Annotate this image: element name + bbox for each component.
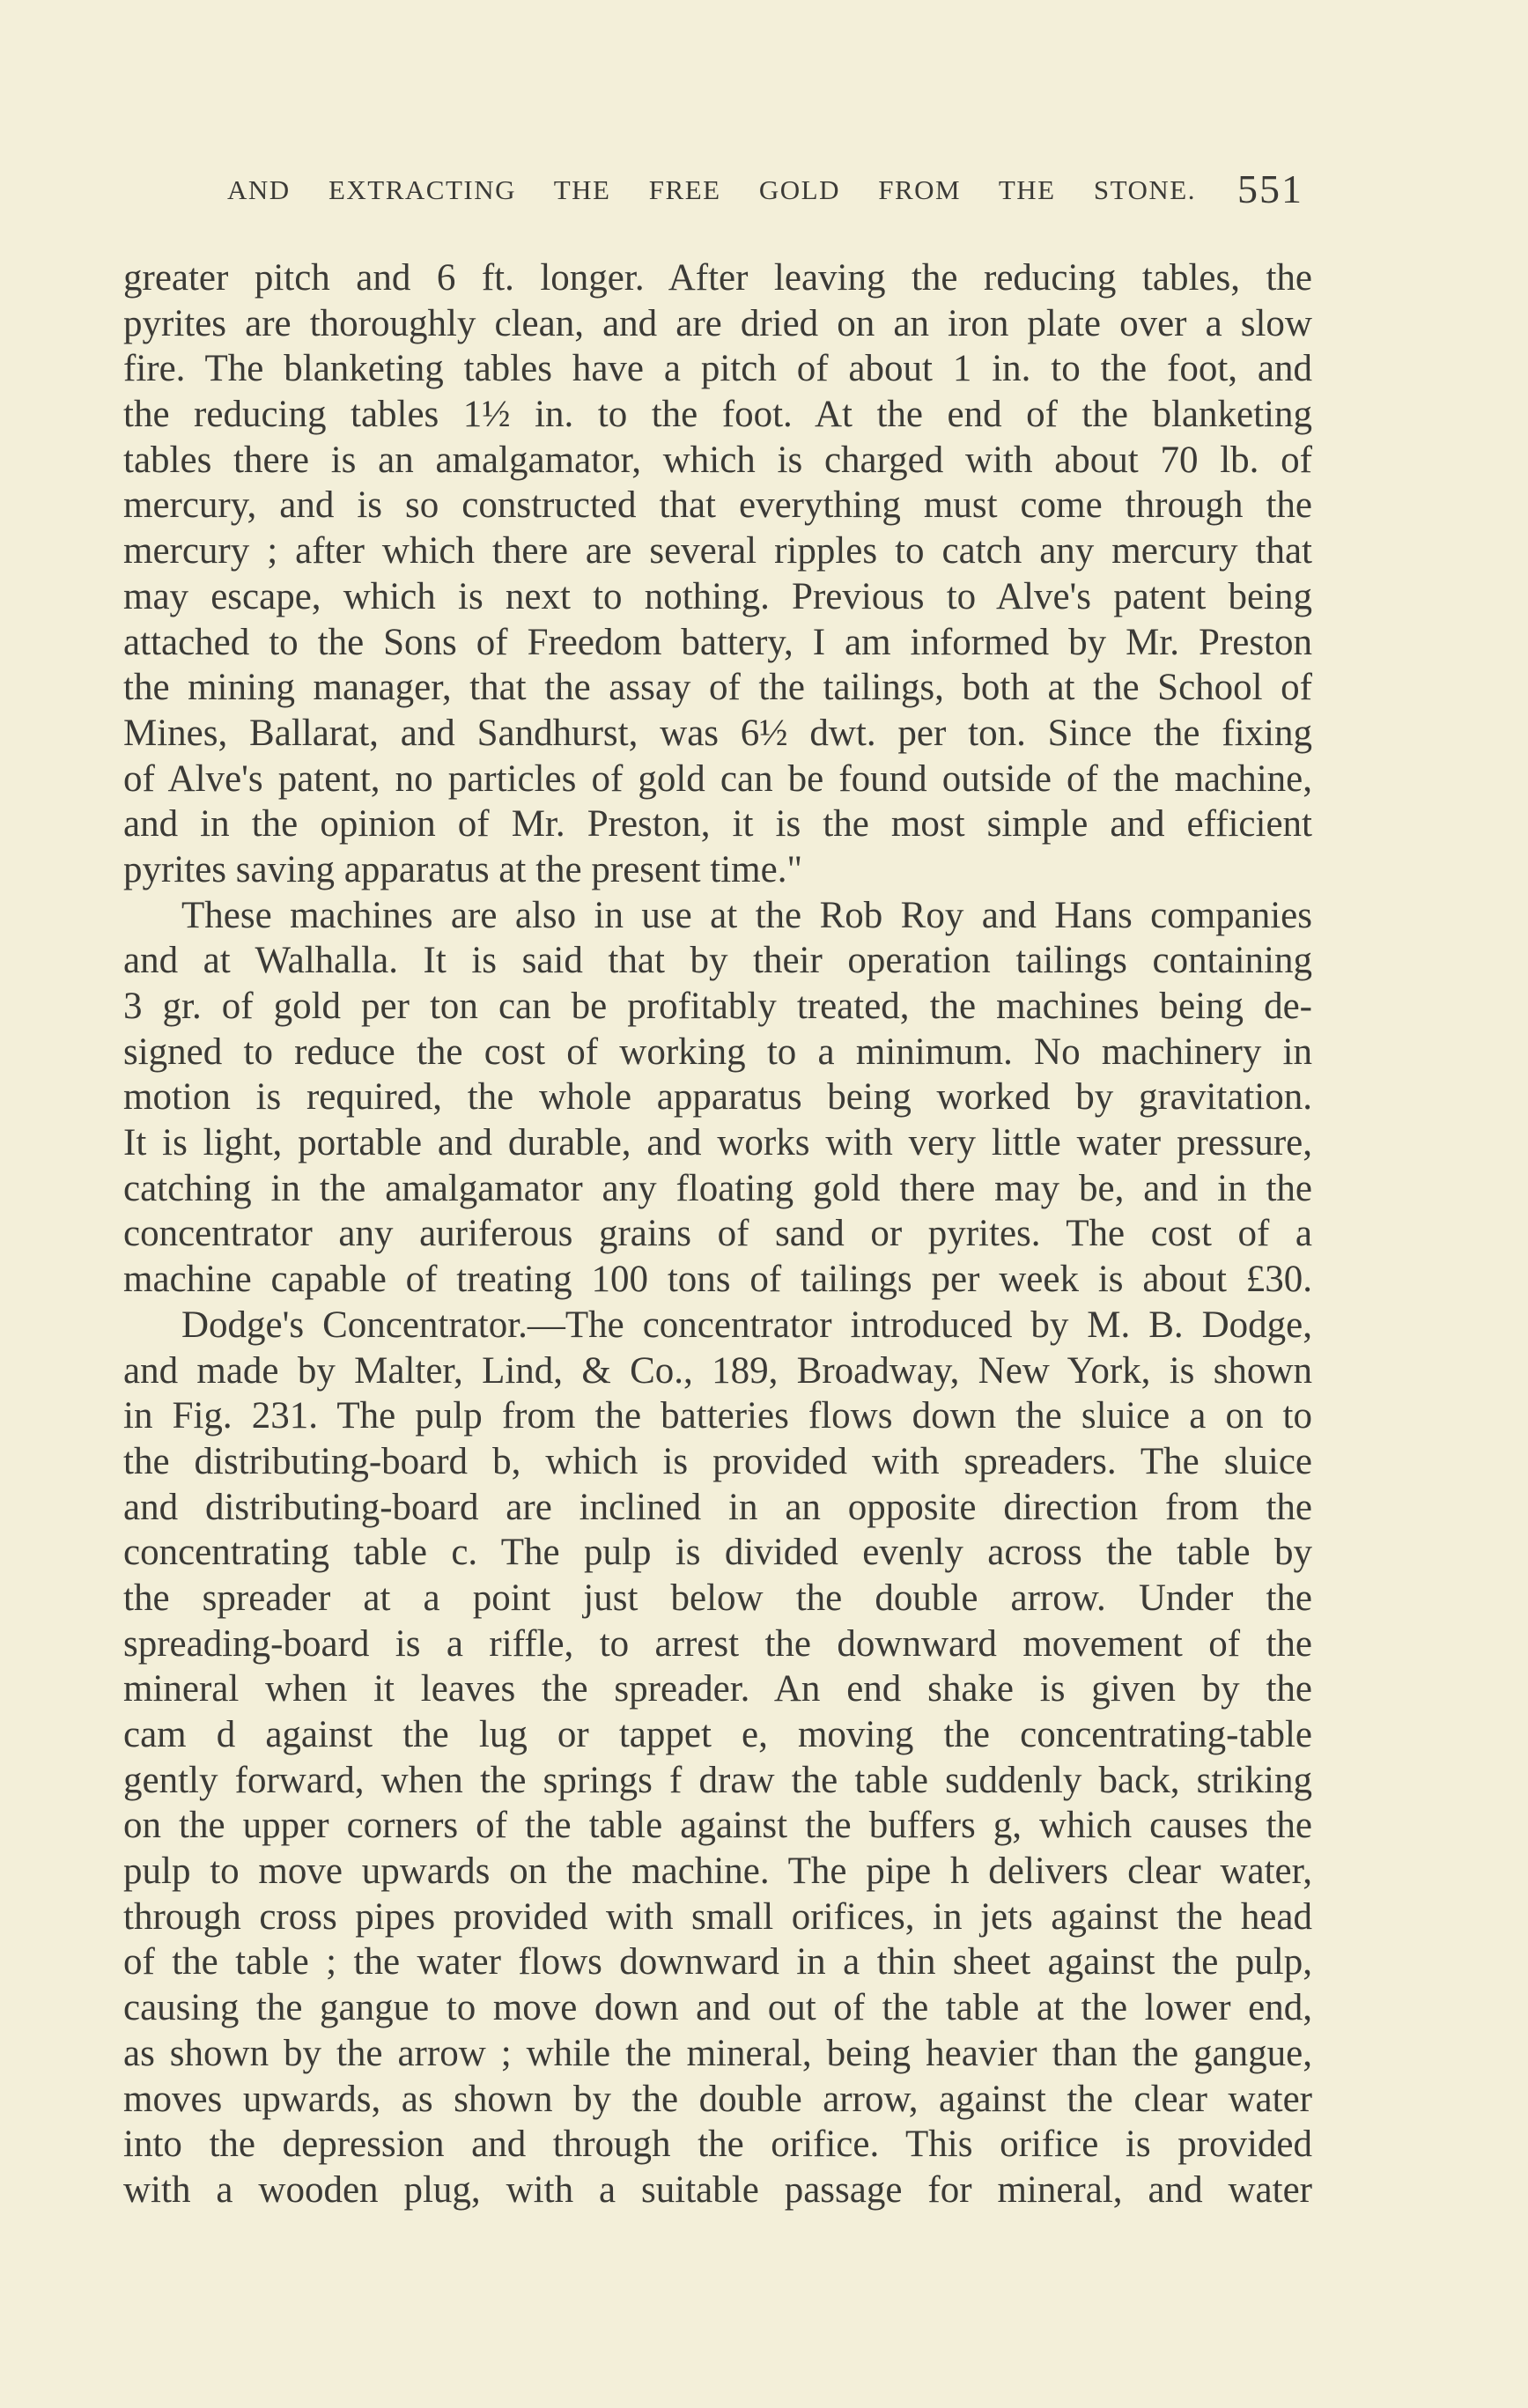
text-line: Dodge's Concentrator.—The concentrator introduced by M. B. Dodge, xyxy=(181,1304,1312,1346)
text-line: and at Walhalla. It is said that by their operation tailings containing xyxy=(123,940,1312,982)
text-line: mercury, and is so constructed that everything must come through the xyxy=(123,484,1312,527)
text-line: and in the opinion of Mr. Preston, it is the most simple and efficient xyxy=(123,803,1312,846)
text-line: 3 gr. of gold per ton can be profitably treated, the machines being de- xyxy=(123,986,1312,1027)
text-line: on the upper corners of the table against the buffers g, which causes the xyxy=(123,1805,1312,1847)
running-header: AND EXTRACTING THE FREE GOLD FROM THE STONE. xyxy=(227,174,1196,205)
text-line: mercury ; after which there are several ripples to catch any mercury that xyxy=(123,530,1312,572)
text-line: Mines, Ballarat, and Sandhurst, was 6½ dwt. per ton. Since the fixing xyxy=(123,712,1312,754)
text-line: the mining manager, that the assay of the tailings, both at the School of xyxy=(123,667,1312,709)
text-line: into the depression and through the orifice. This orifice is provided xyxy=(123,2124,1312,2166)
text-line: pulp to move upwards on the machine. The pipe h delivers clear water, xyxy=(123,1850,1312,1893)
text-line: and made by Malter, Lind, & Co., 189, Broadway, New York, is shown xyxy=(123,1349,1312,1392)
text-line: pyrites are thoroughly clean, and are dried on an iron plate over a slow xyxy=(123,302,1312,344)
text-line: cam d against the lug or tappet e, moving the concentrating-table xyxy=(123,1714,1312,1755)
text-line: greater pitch and 6 ft. longer. After leaving the reducing tables, the xyxy=(123,257,1312,299)
text-line: catching in the amalgamator any floating gold there may be, and in the xyxy=(123,1167,1312,1209)
text-line: may escape, which is next to nothing. Previous to Alve's patent being xyxy=(123,575,1312,617)
text-line: gently forward, when the springs f draw the table suddenly back, striking xyxy=(123,1759,1312,1801)
text-line: as shown by the arrow ; while the mineral, being heavier than the gangue, xyxy=(123,2032,1312,2074)
text-line: fire. The blanketing tables have a pitch of about 1 in. to the foot, and xyxy=(123,348,1312,390)
text-line: and distributing-board are inclined in an opposite direction from the xyxy=(123,1486,1312,1528)
text-line: machine capable of treating 100 tons of tailings per week is about £30. xyxy=(123,1259,1312,1301)
text-line: moves upwards, as shown by the double arrow, against the clear water xyxy=(123,2078,1312,2120)
text-line: signed to reduce the cost of working to a minimum. No machinery in xyxy=(123,1030,1312,1073)
text-line: the distributing-board b, which is provided with spreaders. The sluice xyxy=(123,1440,1312,1482)
text-line: It is light, portable and durable, and works with very little water pressure, xyxy=(123,1122,1312,1164)
text-line: mineral when it leaves the spreader. An end shake is given by the xyxy=(123,1668,1312,1710)
text-line: through cross pipes provided with small orifices, in jets against the head xyxy=(123,1895,1312,1938)
body-text xyxy=(123,255,1312,2213)
page-number: 551 xyxy=(1237,166,1303,211)
text-line: the spreader at a point just below the double arrow. Under the xyxy=(123,1577,1312,1619)
text-line: tables there is an amalgamator, which is charged with about 70 lb. of xyxy=(123,439,1312,481)
text-line: in Fig. 231. The pulp from the batteries flows down the sluice a on to xyxy=(123,1395,1312,1437)
text-line: spreading-board is a riffle, to arrest the downward movement of the xyxy=(123,1622,1312,1665)
text-line: attached to the Sons of Freedom battery, I am informed by Mr. Preston xyxy=(123,621,1312,663)
text-line: of the table ; the water flows downward in a thin sheet against the pulp, xyxy=(123,1941,1312,1983)
text-line: with a wooden plug, with a suitable passage for mineral, and water xyxy=(123,2168,1312,2211)
text-line: pyrites saving apparatus at the present time." xyxy=(123,848,803,890)
text-line: causing the gangue to move down and out of the table at the lower end, xyxy=(123,1987,1312,2029)
text-line: motion is required, the whole apparatus being worked by gravitation. xyxy=(123,1076,1312,1119)
text-line: These machines are also in use at the Rob Roy and Hans companies xyxy=(181,894,1312,936)
text-line: concentrating table c. The pulp is divided evenly across the table by xyxy=(123,1532,1312,1574)
text-line: the reducing tables 1½ in. to the foot. At the end of the blanketing xyxy=(123,394,1312,436)
text-line: concentrator any auriferous grains of sand or pyrites. The cost of a xyxy=(123,1213,1312,1255)
text-line: of Alve's patent, no particles of gold can be found outside of the machine, xyxy=(123,757,1312,800)
